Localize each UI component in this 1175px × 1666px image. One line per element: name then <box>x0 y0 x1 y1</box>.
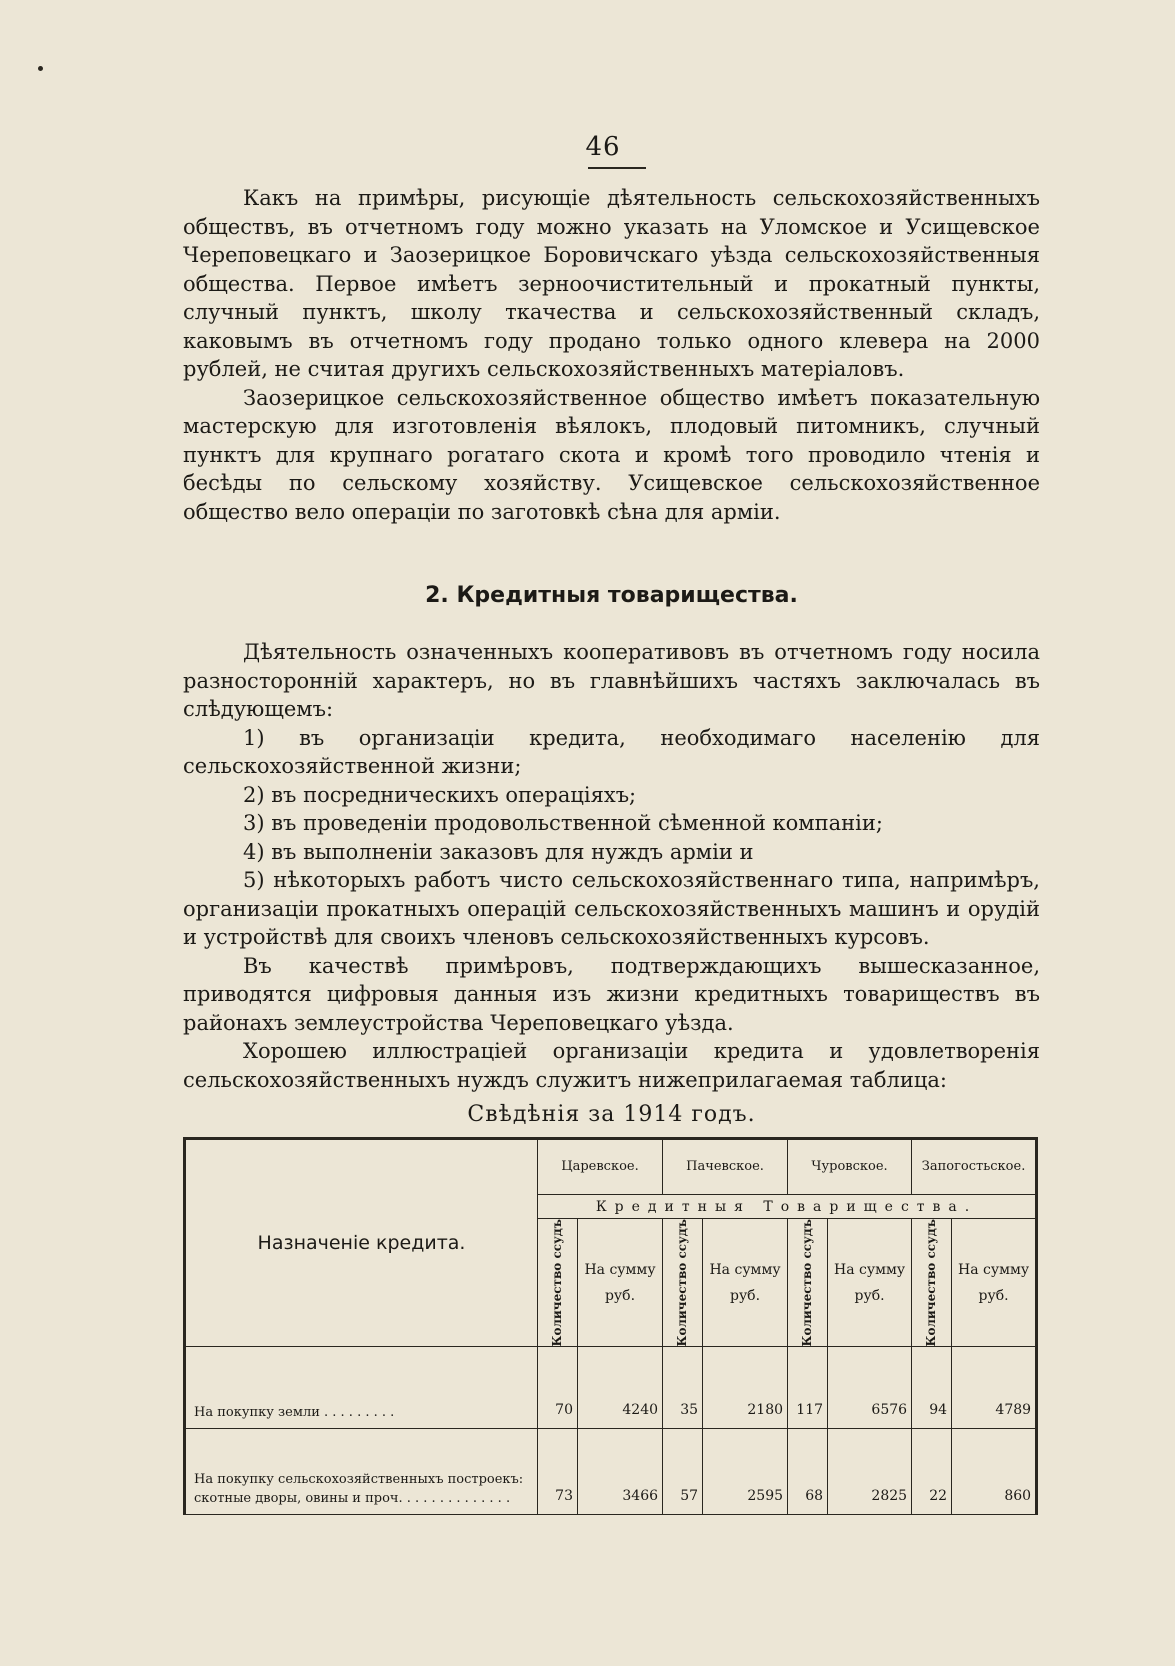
list-item-3: 3) въ проведеніи продовольственной сѣменной компаніи; <box>243 811 883 835</box>
body-paragraph-2: Въ качествѣ примѣровъ, подтверждающихъ вышесказанное, приводятся цифровыя данныя изъ жизни кредитныхъ товариществъ въ районахъ землеустройства Череповецкаго уѣзда. <box>183 953 1040 1035</box>
list-item-1: 1) въ организаціи кредита, необходимаго населенію для сельскохозяйственной жизни; <box>183 725 1040 778</box>
count-header-4: Количество ссудъ <box>912 1219 952 1347</box>
credit-associations-header: Кредитныя Товарищества. <box>538 1195 1037 1219</box>
list-item-2: 2) въ посредническихъ операціяхъ; <box>243 782 637 807</box>
count-header-2: Количество ссудъ <box>663 1219 703 1347</box>
cell-sum: 4789 <box>952 1347 1037 1429</box>
row-label-land: На покупку земли . . . . . . . . . <box>185 1347 538 1429</box>
body-paragraph-1: Дѣятельность означенныхъ кооперативовъ въ отчетномъ году носила разносторонній характеръ, но въ главнѣйшихъ частяхъ заключалась въ слѣдующемъ: <box>183 640 1040 721</box>
coop-header-pachevskoe: Пачевское. <box>663 1139 788 1195</box>
print-speck <box>38 66 43 71</box>
cell-sum: 2595 <box>703 1429 788 1515</box>
body-paragraph-3: Хорошею иллюстраціей организаціи кредита и удовлетворенія сельскохозяйственныхъ нуждъ служитъ нижеприлагаемая таблица: <box>183 1039 1040 1092</box>
table-row <box>185 1429 1037 1515</box>
intro-text <box>183 184 1040 526</box>
page-number: 46 <box>585 132 621 162</box>
table-caption: Свѣдѣнія за 1914 годъ. <box>467 1102 756 1127</box>
cell-count: 94 <box>912 1347 952 1429</box>
intro-paragraph-2: Заозерицкое сельскохозяйственное общество имѣетъ показательную мастерскую для изготовленія вѣялокъ, плодовый питомникъ, случный пунктъ для крупнаго рогатаго скота и кромѣ того проводило чтенія и бесѣды по сельскому хозяйству. Усищевское сельскохозяйственное общество вело операціи по заготовкѣ сѣна для арміи. <box>183 385 1040 524</box>
list-item-5: 5) нѣкоторыхъ работъ чисто сельскохозяйственнаго типа, напримѣръ, организаціи прокатныхъ операцій сельскохозяйственныхъ машинъ и орудій и устройствѣ для своихъ членовъ сельскохозяйственныхъ курсовъ. <box>183 868 1040 949</box>
cell-sum: 3466 <box>578 1429 663 1515</box>
sum-header-2: На сумму руб. <box>703 1219 788 1347</box>
cell-count: 57 <box>663 1429 703 1515</box>
body-text <box>183 638 1040 1094</box>
coop-header-tsarevskoe: Царевское. <box>538 1139 663 1195</box>
cell-sum: 2180 <box>703 1347 788 1429</box>
page-number-rule <box>588 167 646 169</box>
sum-header-4: На сумму руб. <box>952 1219 1037 1347</box>
intro-paragraph-1: Какъ на примѣры, рисующіе дѣятельность сельскохозяйственныхъ обществъ, въ отчетномъ году можно указать на Уломское и Усищевское Череповецкаго и Заозерицкое Боровичскаго уѣзда сельскохозяйственныя общества. Первое имѣетъ зерноочистительный и прокатный пункты, случный пунктъ, школу ткачества и сельскохозяйственный складъ, каковымъ въ отчетномъ году продано только одного клевера на 2000 рублей, не считая другихъ сельскохозяйственныхъ матеріаловъ. <box>183 186 1040 381</box>
section-heading: 2. Кредитныя товарищества. <box>425 583 798 608</box>
coop-header-churovskoe: Чуровское. <box>788 1139 912 1195</box>
cell-sum: 6576 <box>828 1347 912 1429</box>
list-item-4: 4) въ выполненіи заказовъ для нуждъ арміи и <box>243 839 754 864</box>
cell-count: 35 <box>663 1347 703 1429</box>
credit-table <box>183 1137 1038 1515</box>
row-label-buildings: На покупку сельскохозяйственныхъ построекъ: скотные дворы, овины и проч. . . . . . . . . . . . . . <box>185 1429 538 1515</box>
count-header-3: Количество ссудъ <box>788 1219 828 1347</box>
cell-count: 70 <box>538 1347 578 1429</box>
cell-sum: 860 <box>952 1429 1037 1515</box>
count-header-1: Количество ссудъ <box>538 1219 578 1347</box>
cell-sum: 4240 <box>578 1347 663 1429</box>
table-row <box>185 1347 1037 1429</box>
sum-header-3: На сумму руб. <box>828 1219 912 1347</box>
cell-count: 73 <box>538 1429 578 1515</box>
cell-count: 117 <box>788 1347 828 1429</box>
cell-sum: 2825 <box>828 1429 912 1515</box>
cell-count: 68 <box>788 1429 828 1515</box>
sum-header-1: На сумму руб. <box>578 1219 663 1347</box>
coop-header-zapogostskoe: Запогостьское. <box>912 1139 1037 1195</box>
cell-count: 22 <box>912 1429 952 1515</box>
purpose-column-header: Назначеніе кредита. <box>185 1139 538 1347</box>
